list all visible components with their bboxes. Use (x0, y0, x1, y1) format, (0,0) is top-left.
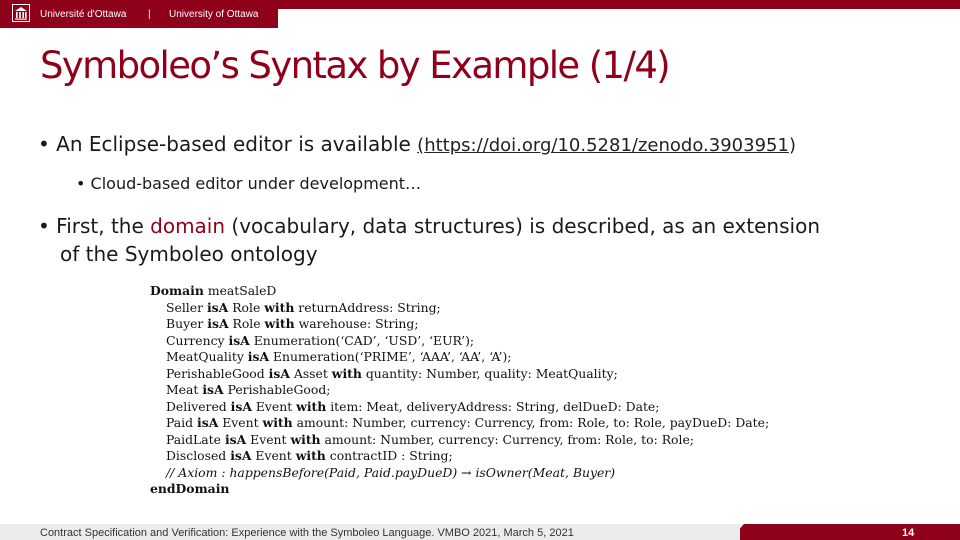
university-building-icon (12, 4, 30, 22)
page-number: 14 (902, 527, 915, 539)
code-text: meatSaleD (203, 283, 277, 298)
domain-highlight: domain (150, 214, 226, 238)
code-keyword: endDomain (150, 481, 230, 496)
code-line: Delivered isA Event with item: Meat, deliveryAddress: String, delDueD: Date; (166, 398, 660, 414)
bullet-domain-pre: First, the (56, 214, 151, 238)
code-line: PerishableGood isA Asset with quantity: Number, quality: MeatQuality; (166, 365, 618, 381)
code-line: Currency isA Enumeration(‘CAD’, ‘USD’, ‘EUR’); (166, 332, 475, 348)
domain-code-listing (150, 283, 769, 498)
bullet-editor: • An Eclipse-based editor is available (https://doi.org/10.5281/zenodo.3903951) (38, 132, 796, 156)
university-header (0, 0, 278, 28)
slide-title: Symboleo’s Syntax by Example (1/4) (40, 44, 670, 87)
bullet-domain-line2: of the Symboleo ontology (60, 242, 318, 266)
sub-bullet-cloud: • Cloud-based editor under development… (76, 174, 422, 193)
code-line: Disclosed isA Event with contractID : String; (166, 448, 453, 463)
code-line: Seller isA Role with returnAddress: String; (166, 299, 441, 315)
code-line: MeatQuality isA Enumeration(‘PRIME’, ‘AAA’, ‘AA’, ‘A’); (166, 349, 512, 364)
footer-citation: Contract Specification and Verification: Experience with the Symboleo Language. VMBO 2021, March 5, 2021 (40, 527, 574, 539)
bullet-domain: • First, the domain (vocabulary, data structures) is described, as an extension of the Symboleo ontology (38, 214, 820, 266)
sub-bullet-cloud-text: Cloud-based editor under development… (90, 174, 422, 193)
code-comment: // Axiom : happensBefore(Paid, Paid.payDueD) → isOwner(Meat, Buyer) (166, 464, 616, 480)
code-line: Paid isA Event with amount: Number, currency: Currency, from: Role, to: Role, payDueD: Date; (166, 415, 770, 430)
university-name-fr: Université d'Ottawa (40, 9, 127, 20)
bullet-editor-text: An Eclipse-based editor is available (56, 132, 418, 156)
code-line: PaidLate isA Event with amount: Number, currency: Currency, from: Role, to: Role; (166, 431, 694, 447)
code-line: Buyer isA Role with warehouse: String; (166, 316, 419, 331)
paren-close: ) (788, 135, 796, 156)
code-line: Meat isA PerishableGood; (166, 382, 331, 397)
paren-open: ( (417, 135, 425, 156)
bullet-domain-post: (vocabulary, data structures) is described, as an extension (225, 214, 820, 238)
university-name-en: University of Ottawa (169, 9, 259, 20)
zenodo-link[interactable]: https://doi.org/10.5281/zenodo.3903951 (424, 135, 789, 156)
footer-diagonal (730, 524, 744, 540)
header-separator: | (148, 9, 151, 20)
footer-bar (0, 524, 960, 540)
code-keyword: Domain (150, 283, 204, 298)
